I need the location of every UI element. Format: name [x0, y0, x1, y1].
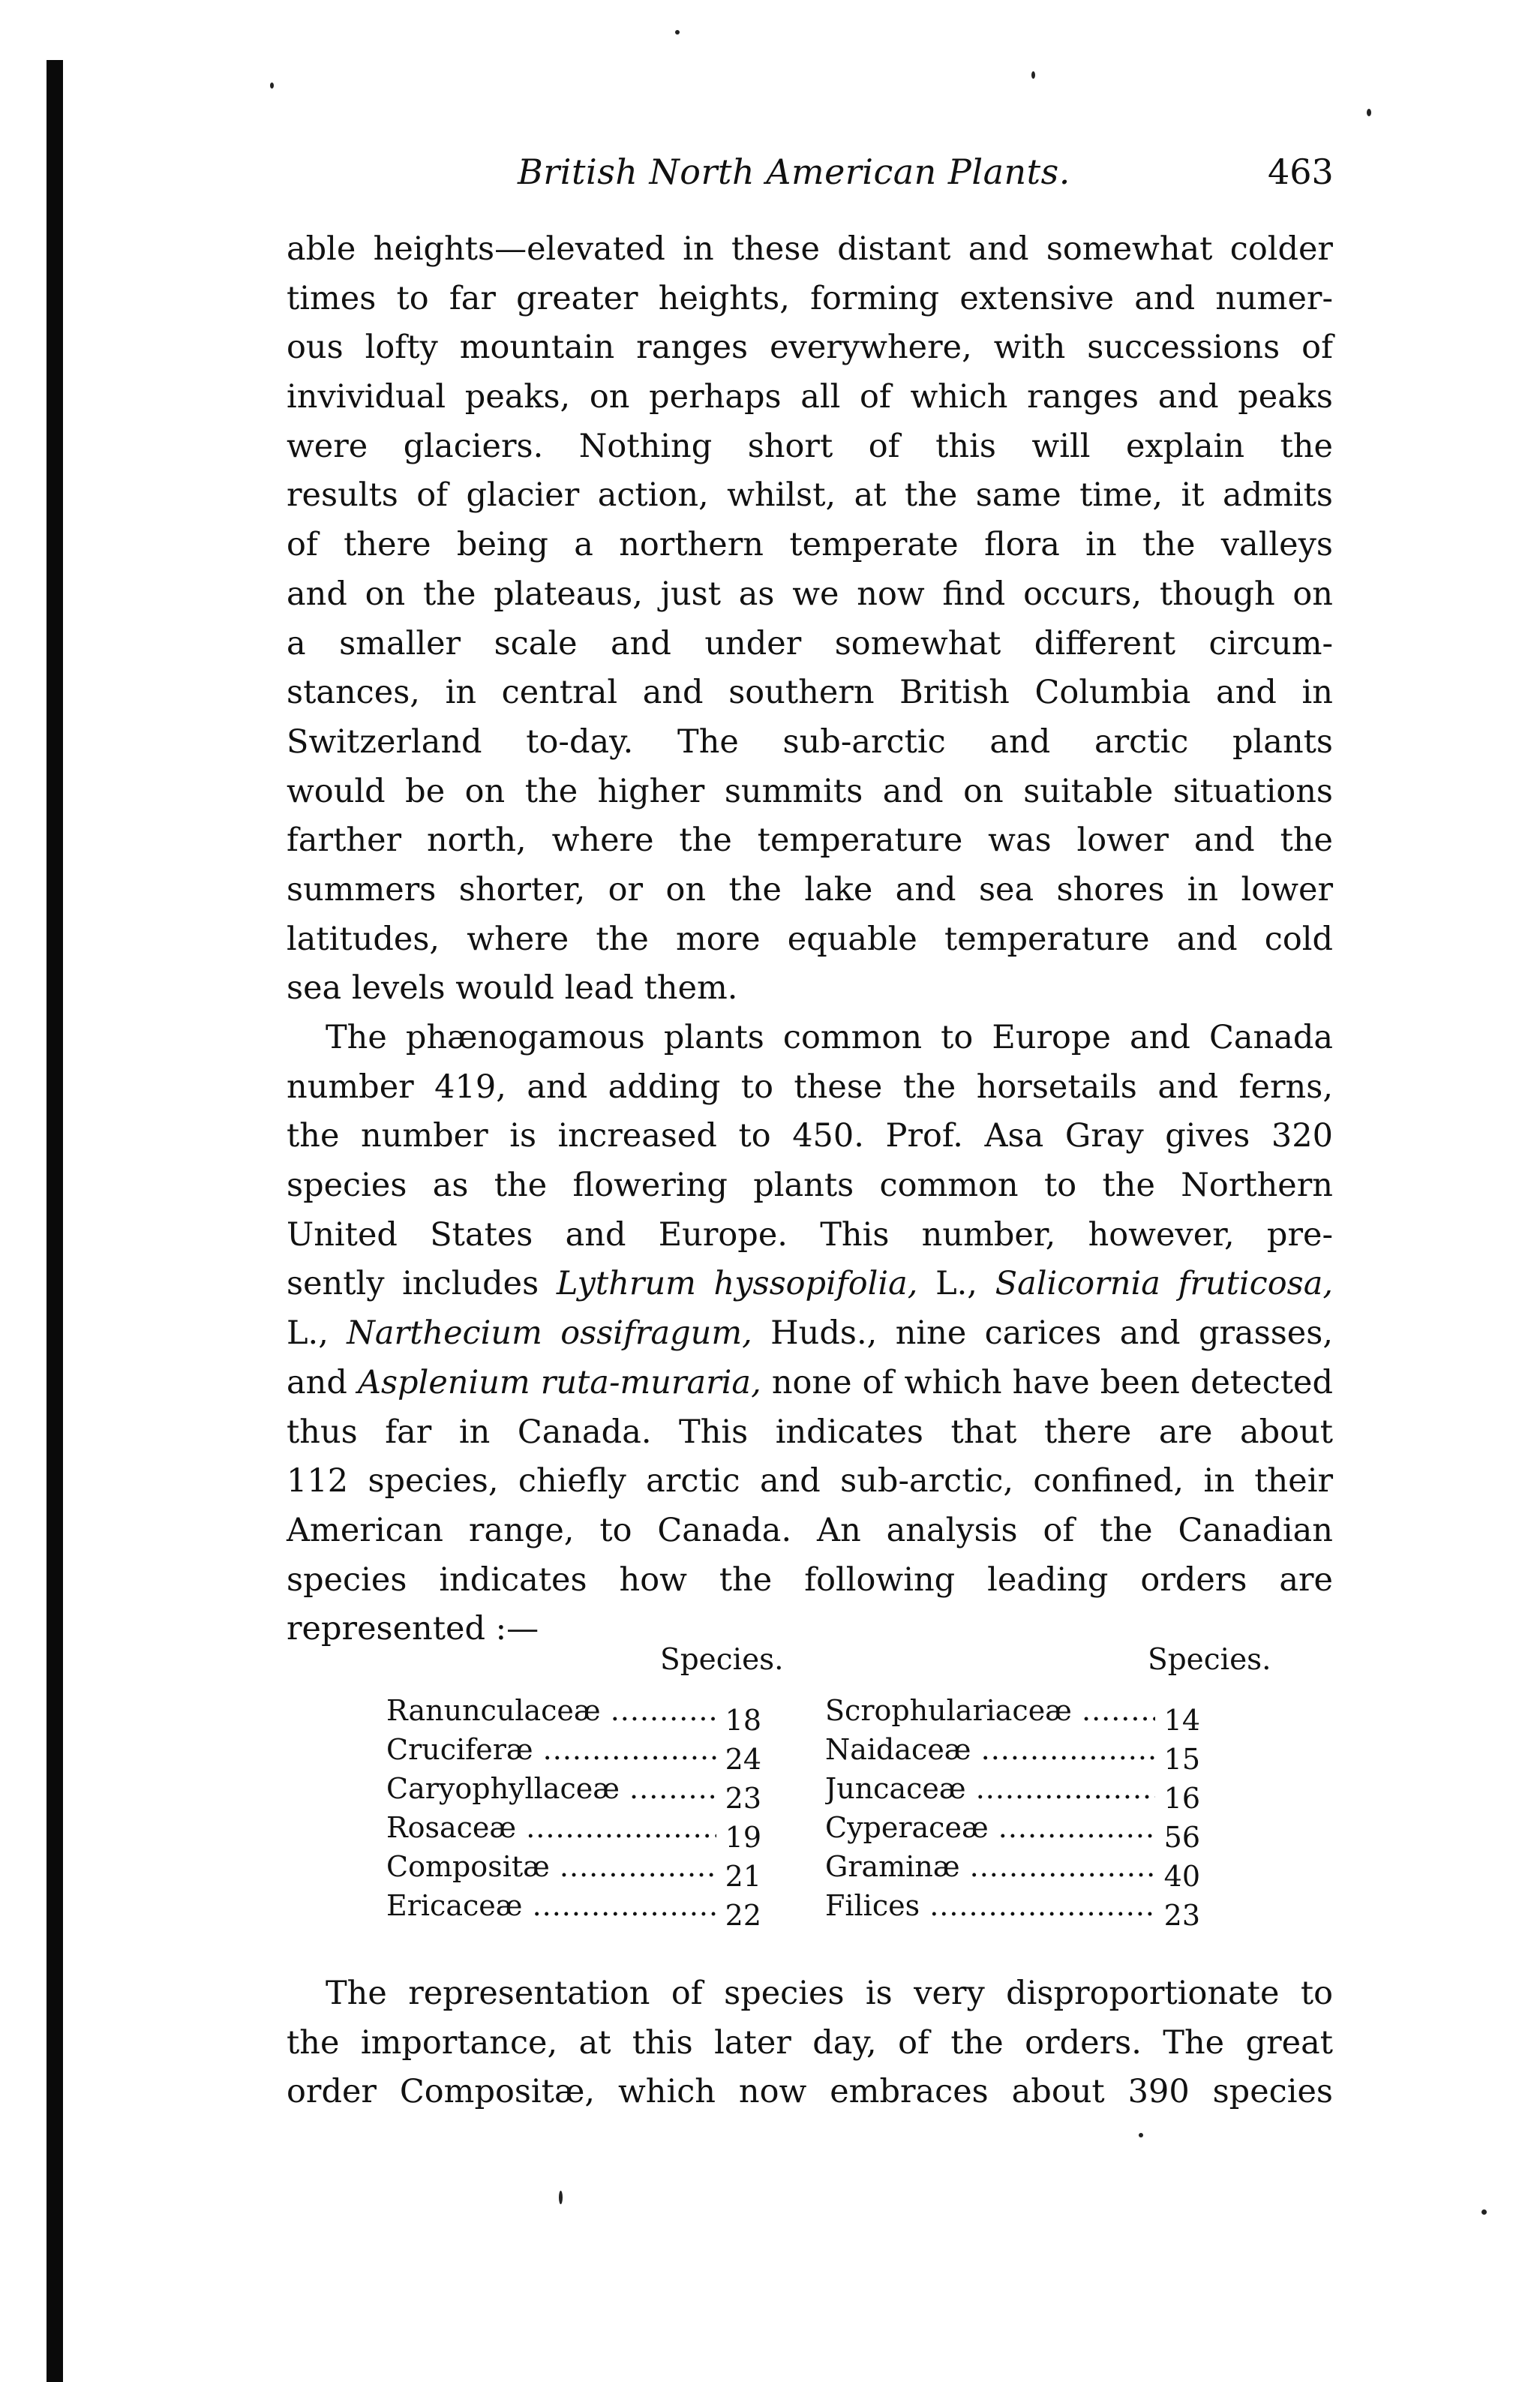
text-line — [287, 1556, 1333, 1606]
scan-speck — [675, 30, 680, 35]
species-count: 15 — [1163, 1743, 1200, 1776]
species-count: 21 — [725, 1860, 761, 1893]
text-segment: none of which have been detected — [761, 1363, 1333, 1401]
text-segment: invividual peaks, on perhaps all of which ranges and peaks — [287, 378, 1333, 416]
text-line — [287, 1408, 1333, 1458]
species-table-row — [386, 1769, 761, 1815]
order-name: Juncaceæ ..... — [825, 1769, 1155, 1808]
text-line — [287, 2068, 1333, 2117]
text-segment: would be on the higher summits and on suitable situations — [287, 772, 1333, 810]
scan-speck — [270, 83, 274, 89]
order-name: Cruciferæ ..... — [386, 1730, 716, 1769]
text-line — [287, 323, 1333, 373]
text-segment: L., — [917, 1265, 995, 1303]
text-segment: times to far greater heights, forming extensive and numer- — [287, 279, 1333, 317]
italic-taxon-name: Lythrum hyssopifolia, — [556, 1265, 918, 1303]
text-segment: a smaller scale and under somewhat different circum- — [287, 624, 1333, 662]
text-line — [287, 1457, 1333, 1506]
text-line — [287, 521, 1333, 570]
italic-taxon-name: Narthecium ossifragum, — [347, 1314, 752, 1353]
text-line — [287, 570, 1333, 620]
species-table-row — [386, 1886, 761, 1932]
text-segment: results of glacier action, whilst, at the same time, it admits — [287, 476, 1333, 515]
text-segment: sea levels would lead them. — [287, 969, 738, 1008]
text-segment: the number is increased to 450. Prof. Asa Gray gives 320 — [287, 1117, 1333, 1155]
order-name: Scrophulariaceæ ..... — [825, 1691, 1155, 1730]
species-count: 40 — [1163, 1860, 1200, 1893]
species-count: 14 — [1163, 1704, 1200, 1737]
text-segment: 112 species, chiefly arctic and sub-arctic, confined, in their — [287, 1462, 1333, 1500]
order-name: Filices ..... — [825, 1886, 1155, 1925]
text-segment: Switzerland to-day. The sub-arctic and arctic plants — [287, 722, 1333, 761]
text-line — [287, 620, 1333, 669]
text-segment: farther north, where the temperature was lower and the — [287, 822, 1333, 860]
body-text — [287, 225, 1333, 1654]
running-title: British North American Plants. — [518, 152, 1070, 192]
species-column-heading-right: Species. — [1148, 1643, 1271, 1677]
scan-speck — [1481, 2209, 1487, 2215]
text-segment: of there being a northern temperate flora in the valleys — [287, 526, 1333, 564]
text-segment: United States and Europe. This number, however, pre- — [287, 1215, 1333, 1254]
species-table-row — [825, 1886, 1200, 1932]
text-line — [287, 1211, 1333, 1260]
text-line — [287, 422, 1333, 472]
text-segment: ous lofty mountain ranges everywhere, with successions of — [287, 329, 1333, 367]
text-line — [287, 225, 1333, 275]
species-table-row — [825, 1847, 1200, 1893]
species-table-row — [825, 1730, 1200, 1776]
text-line — [287, 2019, 1333, 2068]
species-table-row — [825, 1691, 1200, 1737]
order-name: Graminæ ..... — [825, 1847, 1155, 1886]
text-segment: Huds., nine carices and grasses, — [752, 1314, 1333, 1353]
text-line — [287, 1063, 1333, 1113]
species-table-row — [386, 1808, 761, 1854]
italic-taxon-name: Salicornia fruticosa, — [995, 1265, 1334, 1303]
text-segment: L., — [287, 1314, 347, 1353]
page-header — [518, 152, 1418, 204]
text-line — [287, 1359, 1333, 1408]
text-segment: species as the flowering plants common to the Northern — [287, 1167, 1333, 1205]
italic-taxon-name: Asplenium ruta-muraria, — [357, 1363, 761, 1401]
species-count: 16 — [1163, 1782, 1200, 1815]
text-line — [287, 866, 1333, 915]
text-segment: thus far in Canada. This indicates that there are about — [287, 1413, 1333, 1451]
text-line — [287, 1112, 1333, 1161]
species-table-row — [386, 1730, 761, 1776]
text-segment: The representation of species is very disproportionate to — [326, 1975, 1333, 2012]
species-count: 23 — [725, 1782, 761, 1815]
text-segment: summers shorter, or on the lake and sea shores in lower — [287, 870, 1333, 909]
text-segment: able heights—elevated in these distant and somewhat colder — [287, 230, 1333, 268]
text-segment: The phænogamous plants common to Europe and Canada — [326, 1019, 1333, 1056]
text-segment: represented :— — [287, 1610, 539, 1648]
text-line — [287, 1161, 1333, 1211]
species-count: 23 — [1163, 1899, 1200, 1932]
text-line — [287, 1014, 1333, 1063]
text-segment: order Compositæ, which now embraces about 390 species — [287, 2073, 1333, 2111]
order-name: Ericaceæ ..... — [386, 1886, 716, 1925]
scan-speck — [559, 2191, 563, 2204]
text-line — [287, 718, 1333, 767]
scan-speck — [1367, 109, 1371, 116]
species-count: 19 — [725, 1821, 761, 1854]
text-segment: sently includes — [287, 1265, 557, 1303]
order-name: Rosaceæ ..... — [386, 1808, 716, 1847]
page-number: 463 — [1268, 152, 1334, 192]
text-segment: American range, to Canada. An analysis of the Canadian — [287, 1511, 1333, 1549]
species-column-heading-left: Species. — [660, 1643, 784, 1677]
species-table-row — [825, 1769, 1200, 1815]
species-table-row — [386, 1847, 761, 1893]
text-line — [287, 1309, 1333, 1359]
text-segment: number 419, and adding to these the horsetails and ferns, — [287, 1068, 1333, 1106]
text-line — [287, 767, 1333, 817]
text-segment: latitudes, where the more equable temperature and cold — [287, 920, 1333, 958]
text-line — [287, 1260, 1333, 1309]
text-segment: and — [287, 1363, 358, 1401]
order-name: Cyperaceæ ..... — [825, 1808, 1155, 1847]
text-line — [287, 471, 1333, 521]
order-name: Ranunculaceæ ..... — [386, 1691, 716, 1730]
text-segment: and on the plateaus, just as we now find occurs, though on — [287, 575, 1333, 613]
text-line — [287, 668, 1333, 718]
species-count: 18 — [725, 1704, 761, 1737]
text-line — [287, 915, 1333, 965]
text-line — [287, 275, 1333, 324]
text-segment: the importance, at this later day, of the orders. The great — [287, 2023, 1333, 2062]
scan-speck — [1139, 2133, 1143, 2137]
body-text-continued — [287, 1969, 1333, 2117]
text-line — [287, 816, 1333, 866]
species-table-row — [386, 1691, 761, 1737]
scan-binding-edge — [47, 60, 63, 2382]
species-count: 22 — [725, 1899, 761, 1932]
text-line — [287, 1969, 1333, 2019]
species-table-row — [825, 1808, 1200, 1854]
text-line — [287, 1506, 1333, 1556]
order-name: Caryophyllaceæ ..... — [386, 1769, 716, 1808]
species-count: 24 — [725, 1743, 761, 1776]
scan-speck — [1031, 71, 1035, 79]
text-segment: were glaciers. Nothing short of this will explain the — [287, 427, 1333, 465]
text-line — [287, 964, 1333, 1014]
text-line — [287, 373, 1333, 422]
order-name: Naidaceæ ..... — [825, 1730, 1155, 1769]
text-segment: stances, in central and southern British Columbia and in — [287, 674, 1333, 712]
order-name: Compositæ ..... — [386, 1847, 716, 1886]
text-segment: species indicates how the following leading orders are — [287, 1560, 1333, 1599]
species-count: 56 — [1163, 1821, 1200, 1854]
